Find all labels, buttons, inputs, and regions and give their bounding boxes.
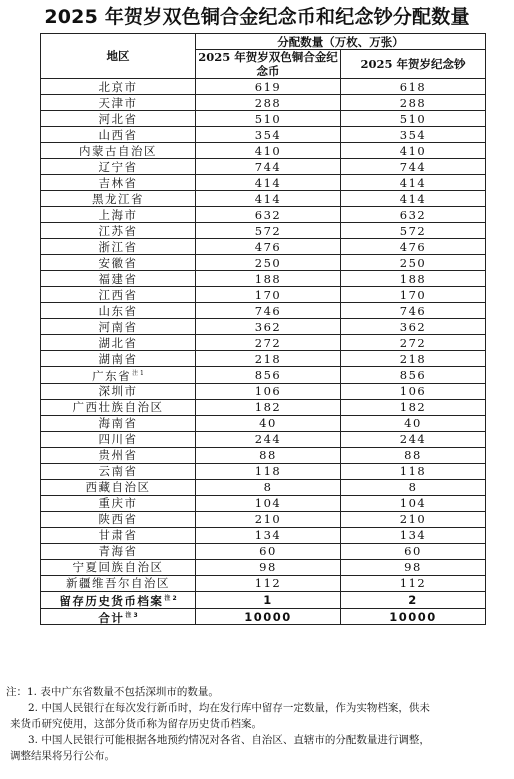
region-cell [41, 447, 196, 463]
region-name: 云南省 [98, 464, 138, 479]
region-cell [41, 591, 196, 608]
footnote-1: 注：1. 表中广东省数量不包括深圳市的数量。 [6, 686, 219, 698]
region-name: 陕西省 [98, 512, 138, 527]
coin-quantity-cell: 118 [196, 463, 341, 479]
region-name: 山东省 [98, 303, 138, 318]
coin-quantity-cell: 1 [196, 591, 341, 608]
banknote-quantity-cell: 10000 [341, 608, 486, 625]
region-name: 北京市 [98, 79, 138, 94]
banknote-quantity-cell: 272 [341, 335, 486, 351]
banknote-quantity-cell: 288 [341, 95, 486, 111]
table-row [41, 351, 486, 367]
region-name: 天津市 [98, 95, 138, 110]
table-row [41, 367, 486, 384]
coin-quantity-cell: 218 [196, 351, 341, 367]
region-cell [41, 223, 196, 239]
table-row [41, 559, 486, 575]
banknote-quantity-cell: 60 [341, 543, 486, 559]
coin-quantity-cell: 632 [196, 207, 341, 223]
region-name: 宁夏回族自治区 [72, 560, 164, 575]
banknote-quantity-cell: 182 [341, 399, 486, 415]
coin-quantity-cell: 510 [196, 111, 341, 127]
region-cell [41, 495, 196, 511]
banknote-quantity-cell: 414 [341, 191, 486, 207]
banknote-quantity-cell: 618 [341, 79, 486, 95]
region-cell [41, 111, 196, 127]
region-name: 广东省 [92, 368, 132, 383]
coin-quantity-cell: 354 [196, 127, 341, 143]
coin-quantity-cell: 106 [196, 383, 341, 399]
table-row [41, 143, 486, 159]
coin-quantity-cell: 362 [196, 319, 341, 335]
coin-quantity-cell: 210 [196, 511, 341, 527]
region-cell [41, 79, 196, 95]
footnote-marker: 注 2 [164, 594, 177, 602]
table-row [41, 399, 486, 415]
region-name: 海南省 [98, 416, 138, 431]
region-name: 黑龙江省 [92, 191, 144, 206]
region-cell [41, 287, 196, 303]
coin-quantity-cell: 60 [196, 543, 341, 559]
region-name: 青海省 [98, 544, 138, 559]
coin-quantity-cell: 88 [196, 447, 341, 463]
banknote-quantity-cell: 632 [341, 207, 486, 223]
region-cell [41, 351, 196, 367]
table-row [41, 207, 486, 223]
footnote-3: 3. 中国人民银行可能根据各地预约情况对各省、自治区、直辖市的分配数量进行调整， [28, 734, 430, 746]
coin-quantity-cell: 272 [196, 335, 341, 351]
region-cell [41, 303, 196, 319]
coin-quantity-cell: 572 [196, 223, 341, 239]
table-row [41, 239, 486, 255]
region-cell [41, 335, 196, 351]
table-row [41, 287, 486, 303]
table-row [41, 95, 486, 111]
banknote-quantity-cell: 414 [341, 175, 486, 191]
banknote-quantity-cell: 218 [341, 351, 486, 367]
banknote-quantity-cell: 362 [341, 319, 486, 335]
table-row [41, 111, 486, 127]
table-row [41, 575, 486, 591]
table-row [41, 383, 486, 399]
region-cell [41, 271, 196, 287]
table-row [41, 463, 486, 479]
banknote-quantity-cell: 250 [341, 255, 486, 271]
banknote-quantity-cell: 746 [341, 303, 486, 319]
region-cell [41, 431, 196, 447]
coin-quantity-cell: 250 [196, 255, 341, 271]
coin-quantity-cell: 476 [196, 239, 341, 255]
coin-quantity-cell: 414 [196, 175, 341, 191]
banknote-quantity-cell: 106 [341, 383, 486, 399]
region-name: 留存历史货币档案 [59, 593, 164, 608]
region-name: 重庆市 [98, 496, 138, 511]
coin-quantity-cell: 182 [196, 399, 341, 415]
banknote-quantity-cell: 8 [341, 479, 486, 495]
region-name: 安徽省 [98, 255, 138, 270]
table-row [41, 511, 486, 527]
table-row [41, 191, 486, 207]
banknote-quantity-cell: 2 [341, 591, 486, 608]
region-cell [41, 159, 196, 175]
banknote-quantity-cell: 170 [341, 287, 486, 303]
region-cell [41, 575, 196, 591]
banknote-quantity-cell: 744 [341, 159, 486, 175]
table-row [41, 319, 486, 335]
region-cell [41, 383, 196, 399]
footnote-marker: 注 1 [132, 370, 144, 377]
region-cell [41, 511, 196, 527]
table-row [41, 415, 486, 431]
region-name: 浙江省 [98, 239, 138, 254]
table-row [41, 495, 486, 511]
region-cell [41, 463, 196, 479]
region-name: 合计 [98, 610, 125, 625]
coin-quantity-cell: 619 [196, 79, 341, 95]
banknote-quantity-cell: 210 [341, 511, 486, 527]
region-name: 山西省 [98, 127, 138, 142]
coin-quantity-cell: 98 [196, 559, 341, 575]
region-name: 甘肃省 [98, 528, 138, 543]
banknote-quantity-cell: 40 [341, 415, 486, 431]
region-cell [41, 175, 196, 191]
region-name: 内蒙古自治区 [79, 143, 157, 158]
region-name: 河南省 [98, 319, 138, 334]
footnote-3-continued: 调整结果将另行公布。 [10, 750, 115, 762]
banknote-quantity-cell: 410 [341, 143, 486, 159]
table-row [41, 127, 486, 143]
region-name: 西藏自治区 [85, 480, 151, 495]
region-name: 深圳市 [98, 384, 138, 399]
region-cell [41, 191, 196, 207]
coin-quantity-cell: 244 [196, 431, 341, 447]
banknote-quantity-cell: 134 [341, 527, 486, 543]
banknote-quantity-cell: 98 [341, 559, 486, 575]
banknote-quantity-cell: 856 [341, 367, 486, 384]
coin-quantity-cell: 414 [196, 191, 341, 207]
table-row [41, 335, 486, 351]
coin-quantity-cell: 8 [196, 479, 341, 495]
region-cell [41, 367, 196, 384]
region-cell [41, 239, 196, 255]
coin-quantity-cell: 744 [196, 159, 341, 175]
region-name: 湖南省 [98, 351, 138, 366]
coin-quantity-cell: 40 [196, 415, 341, 431]
banknote-quantity-cell: 104 [341, 495, 486, 511]
region-cell [41, 95, 196, 111]
region-name: 辽宁省 [98, 159, 138, 174]
coin-quantity-cell: 410 [196, 143, 341, 159]
table-row [41, 255, 486, 271]
coin-quantity-cell: 288 [196, 95, 341, 111]
coin-quantity-cell: 856 [196, 367, 341, 384]
coin-quantity-cell: 746 [196, 303, 341, 319]
coin-quantity-cell: 134 [196, 527, 341, 543]
region-cell [41, 527, 196, 543]
banknote-quantity-cell: 572 [341, 223, 486, 239]
banknote-quantity-cell: 354 [341, 127, 486, 143]
region-name: 福建省 [98, 271, 138, 286]
region-name: 吉林省 [98, 175, 138, 190]
table-row [41, 79, 486, 95]
coin-quantity-cell: 188 [196, 271, 341, 287]
coin-quantity-cell: 170 [196, 287, 341, 303]
banknote-quantity-cell: 112 [341, 575, 486, 591]
region-name: 江苏省 [98, 223, 138, 238]
table-row [41, 159, 486, 175]
footnote-marker: 注 3 [125, 611, 138, 619]
region-cell [41, 127, 196, 143]
table-row [41, 271, 486, 287]
region-cell [41, 255, 196, 271]
coin-column-header: 2025 年贺岁双色铜合金纪念币 [196, 50, 341, 79]
banknote-quantity-cell: 118 [341, 463, 486, 479]
table-row [41, 175, 486, 191]
table-row [41, 223, 486, 239]
banknote-quantity-cell: 188 [341, 271, 486, 287]
region-cell [41, 543, 196, 559]
banknote-column-header: 2025 年贺岁纪念钞 [341, 50, 486, 79]
region-cell [41, 143, 196, 159]
region-cell [41, 608, 196, 625]
region-cell [41, 479, 196, 495]
table-row [41, 527, 486, 543]
table-row [41, 431, 486, 447]
region-name: 河北省 [98, 111, 138, 126]
table-body [41, 79, 486, 625]
table-row [41, 447, 486, 463]
coin-quantity-cell: 104 [196, 495, 341, 511]
region-name: 四川省 [98, 432, 138, 447]
banknote-quantity-cell: 88 [341, 447, 486, 463]
allocation-table [40, 33, 486, 625]
banknote-quantity-cell: 476 [341, 239, 486, 255]
region-cell [41, 399, 196, 415]
quantity-group-header: 分配数量（万枚、万张） [196, 34, 486, 50]
banknote-quantity-cell: 510 [341, 111, 486, 127]
region-name: 湖北省 [98, 335, 138, 350]
page-title: 2025 年贺岁双色铜合金纪念币和纪念钞分配数量 [44, 6, 470, 28]
region-name: 上海市 [98, 207, 138, 222]
region-cell [41, 415, 196, 431]
region-name: 广西壮族自治区 [72, 400, 164, 415]
region-column-header: 地区 [41, 34, 196, 79]
region-cell [41, 207, 196, 223]
footnote-2-continued: 来货币研究使用，这部分货币称为留存历史货币档案。 [10, 718, 262, 730]
coin-quantity-cell: 10000 [196, 608, 341, 625]
footnote-2: 2. 中国人民银行在每次发行新币时，均在发行库中留存一定数量，作为实物档案，供未 [28, 702, 430, 714]
region-name: 贵州省 [98, 448, 138, 463]
footnotes [6, 684, 510, 764]
banknote-quantity-cell: 244 [341, 431, 486, 447]
region-name: 新疆维吾尔自治区 [66, 576, 170, 591]
table-row [41, 303, 486, 319]
table-row [41, 608, 486, 625]
region-cell [41, 559, 196, 575]
table-row [41, 479, 486, 495]
table-row [41, 591, 486, 608]
table-row [41, 543, 486, 559]
region-name: 江西省 [98, 287, 138, 302]
coin-quantity-cell: 112 [196, 575, 341, 591]
region-cell [41, 319, 196, 335]
